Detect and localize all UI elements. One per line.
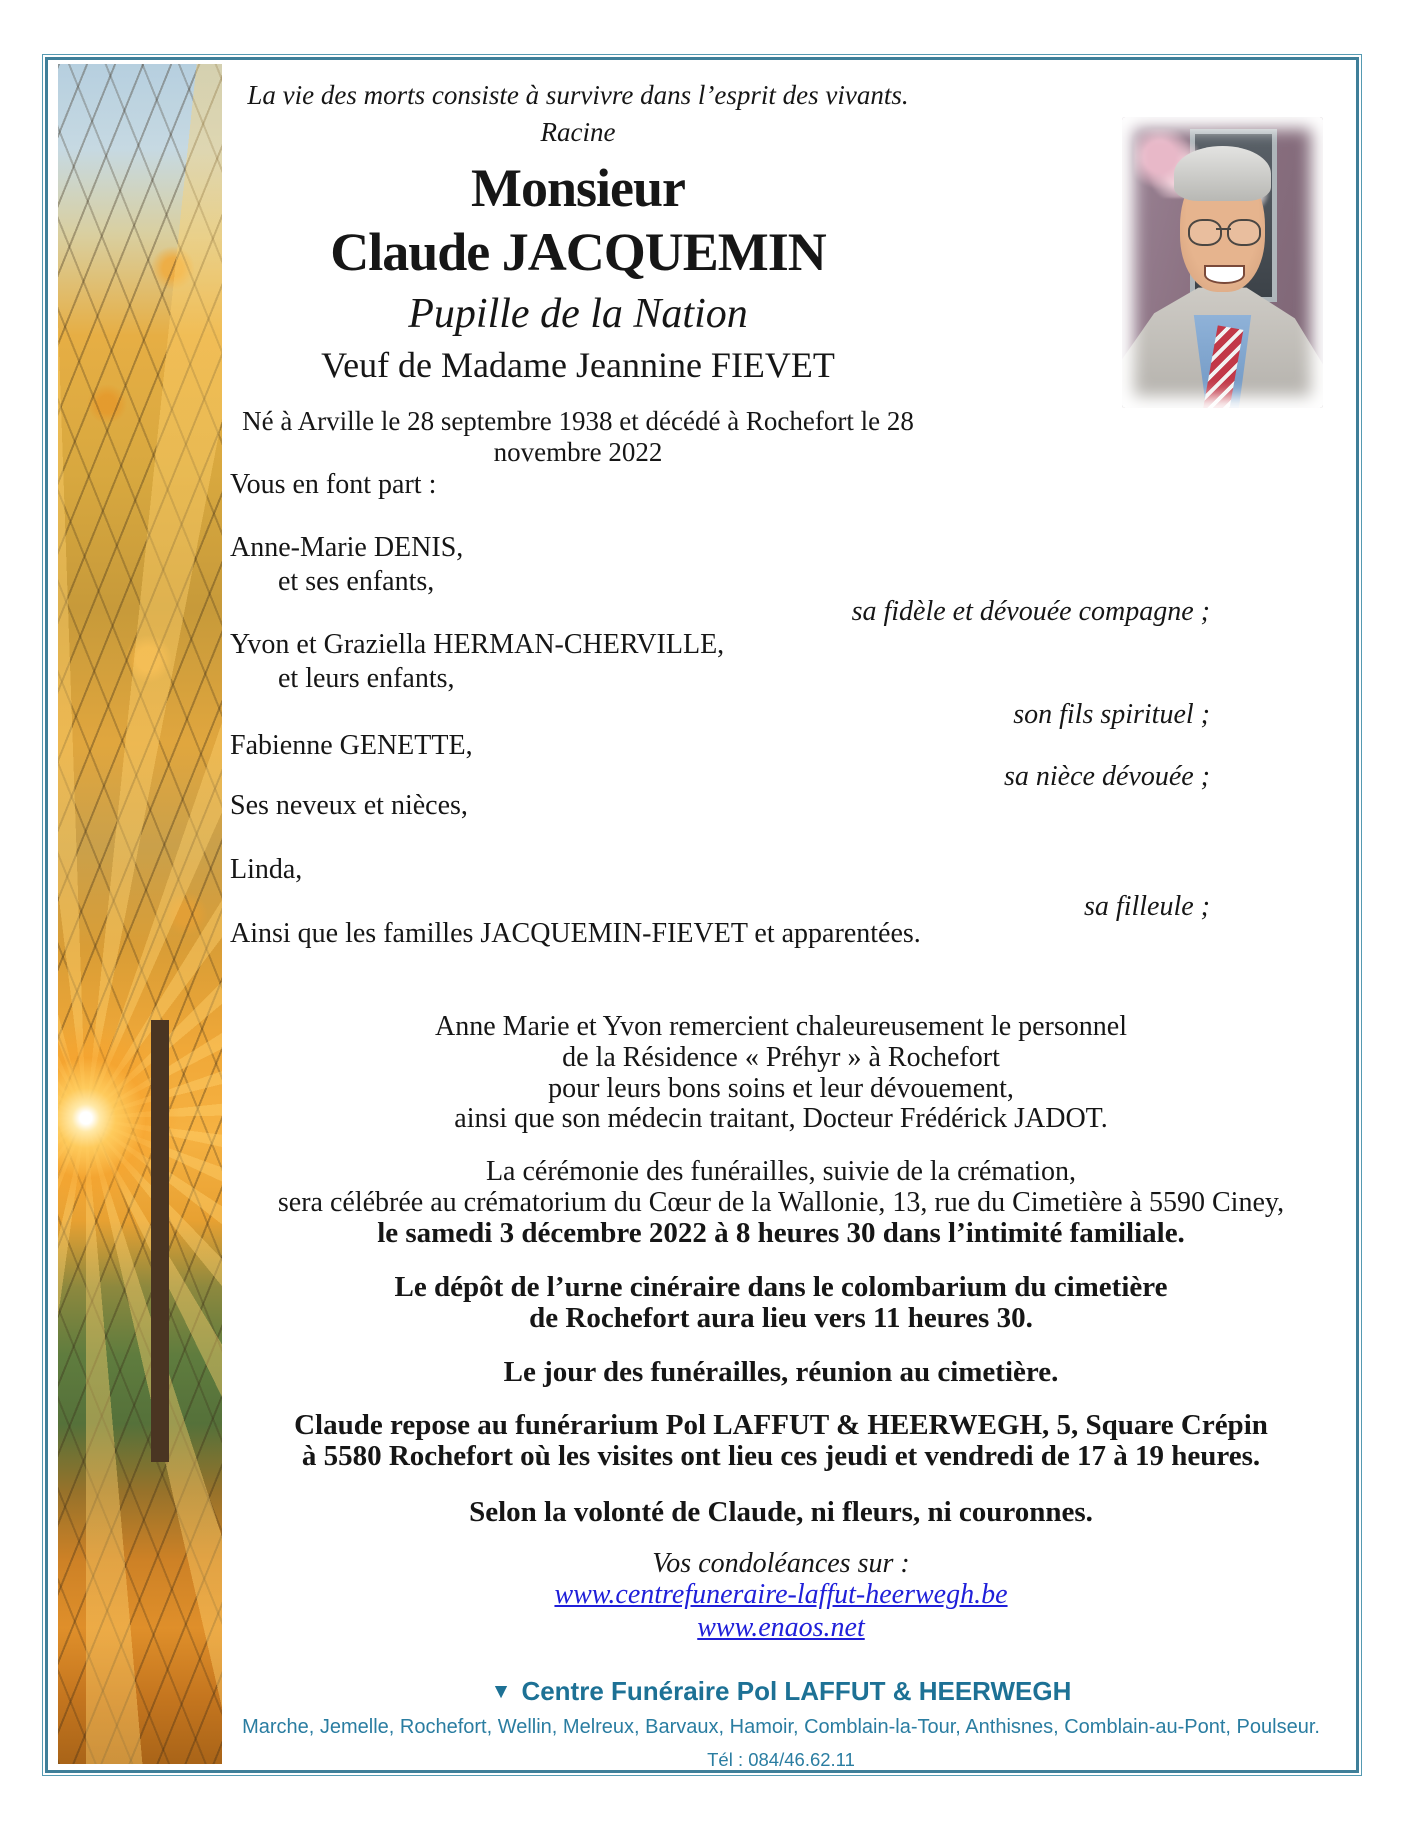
down-triangle-icon: ▼	[490, 1680, 512, 1703]
urn-line-2: de Rochefort aura lieu vers 11 heures 30.	[529, 1302, 1033, 1334]
ceremony-line-3: le samedi 3 décembre 2022 à 8 heures 30 dans l’intimité familiale.	[377, 1217, 1185, 1249]
mourner-relation-3: sa nièce dévouée ;	[1004, 761, 1210, 792]
deceased-name: Claude JACQUEMIN	[330, 222, 826, 282]
widower-line: Veuf de Madame Jeannine FIEVET	[321, 345, 835, 385]
footer-company-line	[222, 1676, 1340, 1707]
mourner-relation-2: son fils spirituel ;	[1013, 699, 1210, 730]
condolences-label: Vos condoléances sur :	[652, 1548, 910, 1579]
honorific-line: Pupille de la Nation	[408, 291, 748, 337]
portrait-vignette	[1122, 117, 1323, 408]
deceased-portrait-photo	[1122, 117, 1323, 408]
condolence-link-1[interactable]: www.centrefuneraire-laffut-heerwegh.be	[554, 1579, 1008, 1610]
repose-line-1: Claude repose au funérarium Pol LAFFUT & HEERWEGH, 5, Square Crépin	[294, 1409, 1268, 1441]
life-dates-line: Né à Arville le 28 septembre 1938 et décédé à Rochefort le 28 novembre 2022	[242, 406, 914, 467]
wishes-line: Selon la volonté de Claude, ni fleurs, ni couronnes.	[469, 1496, 1093, 1528]
reunion-line: Le jour des funérailles, réunion au cimetière.	[503, 1356, 1059, 1388]
mourner-sub-2: et leurs enfants,	[278, 663, 455, 694]
thanks-line-3: pour leurs bons soins et leur dévouement,	[548, 1073, 1014, 1104]
mourner-name-2: Yvon et Graziella HERMAN-CHERVILLE,	[230, 629, 725, 660]
footer-company-name: Centre Funéraire Pol LAFFUT & HEERWEGH	[521, 1676, 1072, 1706]
thanks-line-4: ainsi que son médecin traitant, Docteur Frédérick JADOT.	[454, 1103, 1108, 1134]
mourner-relation-5: sa filleule ;	[1084, 891, 1210, 922]
autumn-forest-photo	[58, 64, 222, 1764]
mourner-name-4: Ses neveux et nièces,	[230, 790, 468, 821]
ceremony-line-2: sera célébrée au crématorium du Cœur de la Wallonie, 13, rue du Cimetière à 5590 Ciney,	[277, 1187, 1285, 1218]
thanks-line-1: Anne Marie et Yvon remercient chaleureusement le personnel	[435, 1011, 1127, 1042]
mourner-sub-1: et ses enfants,	[278, 566, 435, 597]
urn-line-1: Le dépôt de l’urne cinéraire dans le colombarium du cimetière	[394, 1271, 1168, 1303]
footer-phone: Tél : 084/46.62.11	[707, 1749, 855, 1770]
mourner-relation-1: sa fidèle et dévouée compagne ;	[851, 596, 1210, 627]
epigraph: La vie des morts consiste à survivre dans l’esprit des vivants.	[247, 80, 909, 110]
condolence-link-2[interactable]: www.enaos.net	[697, 1612, 865, 1643]
repose-line-2: à 5580 Rochefort où les visites ont lieu ces jeudi et vendredi de 17 à 19 heures.	[301, 1440, 1261, 1472]
condolence-link-row-1	[222, 1579, 1340, 1611]
footer-cities: Marche, Jemelle, Rochefort, Wellin, Melreux, Barvaux, Hamoir, Comblain-la-Tour, Anthisnes, Comblain-au-Pont, Poulseur.	[242, 1716, 1320, 1738]
thanks-line-2: de la Résidence « Préhyr » à Rochefort	[562, 1042, 1000, 1073]
condolence-link-row-2	[222, 1612, 1340, 1644]
ceremony-line-1: La cérémonie des funérailles, suivie de la crémation,	[485, 1156, 1077, 1187]
mourner-name-3: Fabienne GENETTE,	[230, 730, 473, 761]
mourner-name-5: Linda,	[230, 854, 303, 885]
families-closing-line: Ainsi que les familles JACQUEMIN-FIEVET et apparentées.	[230, 918, 921, 949]
intro-line: Vous en font part :	[230, 469, 437, 500]
epigraph-author: Racine	[540, 117, 616, 147]
mourner-name-1: Anne-Marie DENIS,	[230, 532, 464, 563]
salutation: Monsieur	[471, 158, 685, 218]
